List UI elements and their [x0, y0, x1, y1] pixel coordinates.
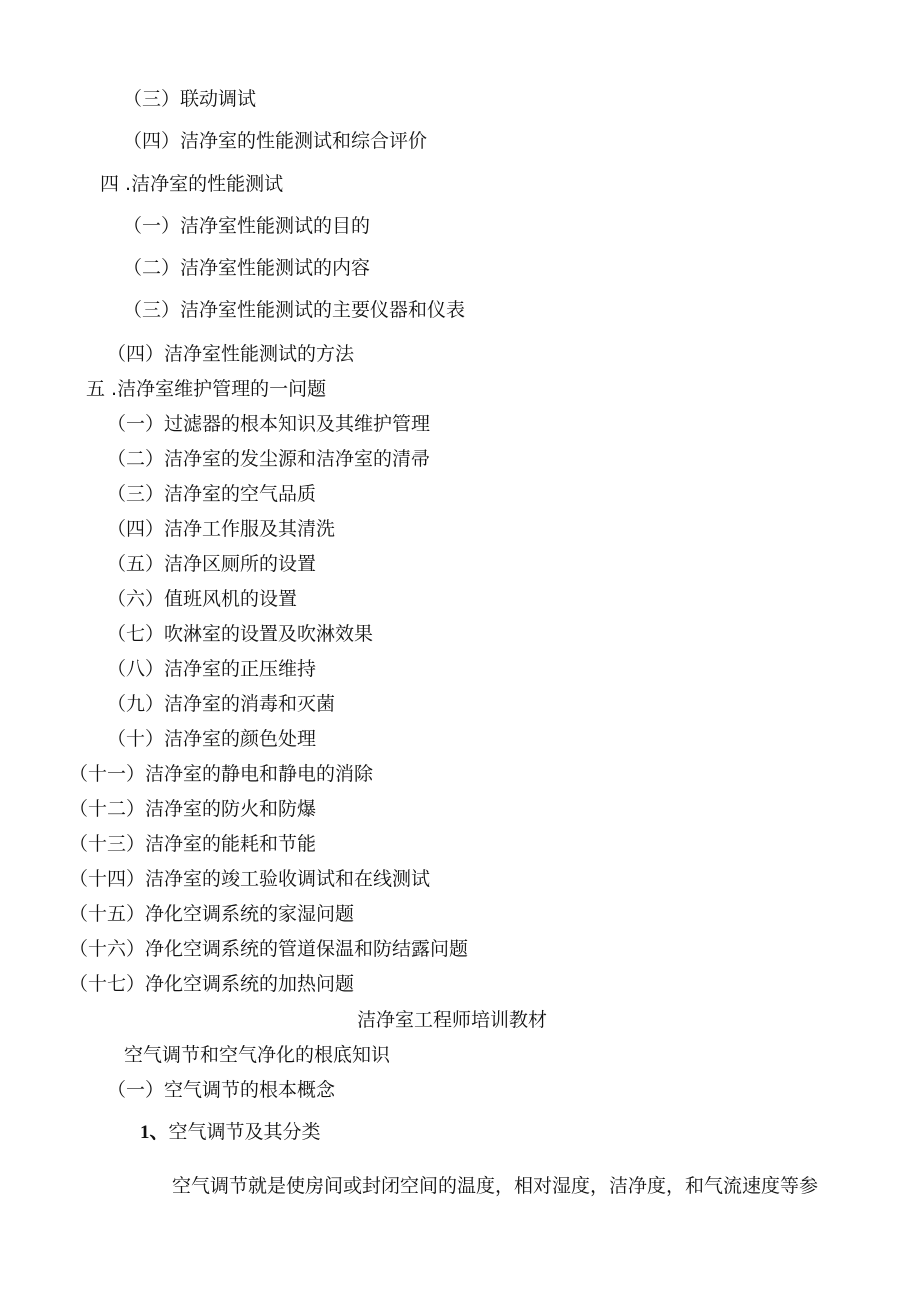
document-title: 洁净室工程师培训教材: [357, 1009, 548, 1031]
toc-entry: （七）吹淋室的设置及吹淋效果: [107, 623, 374, 645]
chapter-title: 空气调节和空气净化的根底知识: [124, 1044, 391, 1066]
toc-entry: （三）联动调试: [123, 88, 257, 110]
toc-entry: （三）洁净室的空气品质: [107, 483, 317, 505]
subsection-title: 空气调节及其分类: [168, 1121, 321, 1143]
toc-entry: （二）洁净室性能测试的内容: [123, 257, 371, 279]
toc-entry: （十六）净化空调系统的管道保温和防结露问题: [69, 938, 469, 960]
toc-entry: （二）洁净室的发尘源和洁净室的清帚: [107, 448, 431, 470]
section-title: （一）空气调节的根本概念: [107, 1079, 336, 1101]
toc-entry: 五 .洁净室维护管理的一问题: [86, 378, 327, 400]
toc-entry: （十七）净化空调系统的加热问题: [69, 973, 355, 995]
toc-entry: （十五）净化空调系统的家湿问题: [69, 903, 355, 925]
toc-entry: （一）过滤器的根本知识及其维护管理: [107, 413, 431, 435]
toc-entry: （三）洁净室性能测试的主要仪器和仪表: [123, 299, 466, 321]
toc-entry: （九）洁净室的消毒和灭菌: [107, 693, 336, 715]
toc-entry: （十二）洁净室的防火和防爆: [69, 798, 317, 820]
subsection-number: 1、: [140, 1122, 169, 1143]
body-paragraph: 空气调节就是使房间或封闭空间的温度，相对湿度，洁净度，和气流速度等参: [172, 1175, 819, 1197]
toc-entry: （十）洁净室的颜色处理: [107, 728, 317, 750]
toc-entry: 四 .洁净室的性能测试: [100, 173, 284, 195]
toc-entry: （四）洁净室性能测试的方法: [107, 343, 355, 365]
toc-entry: （八）洁净室的正压维持: [107, 658, 317, 680]
subsection-heading: [140, 1120, 321, 1145]
toc-entry: （四）洁净工作服及其清洗: [107, 518, 336, 540]
toc-entry: （六）值班风机的设置: [107, 588, 298, 610]
toc-entry: （十一）洁净室的静电和静电的消除: [69, 763, 374, 785]
toc-entry: （五）洁净区厕所的设置: [107, 553, 317, 575]
toc-entry: （一）洁净室性能测试的目的: [123, 215, 371, 237]
toc-entry: （十三）洁净室的能耗和节能: [69, 833, 317, 855]
toc-entry: （四）洁净室的性能测试和综合评价: [123, 130, 428, 152]
toc-entry: （十四）洁净室的竣工验收调试和在线测试: [69, 868, 431, 890]
